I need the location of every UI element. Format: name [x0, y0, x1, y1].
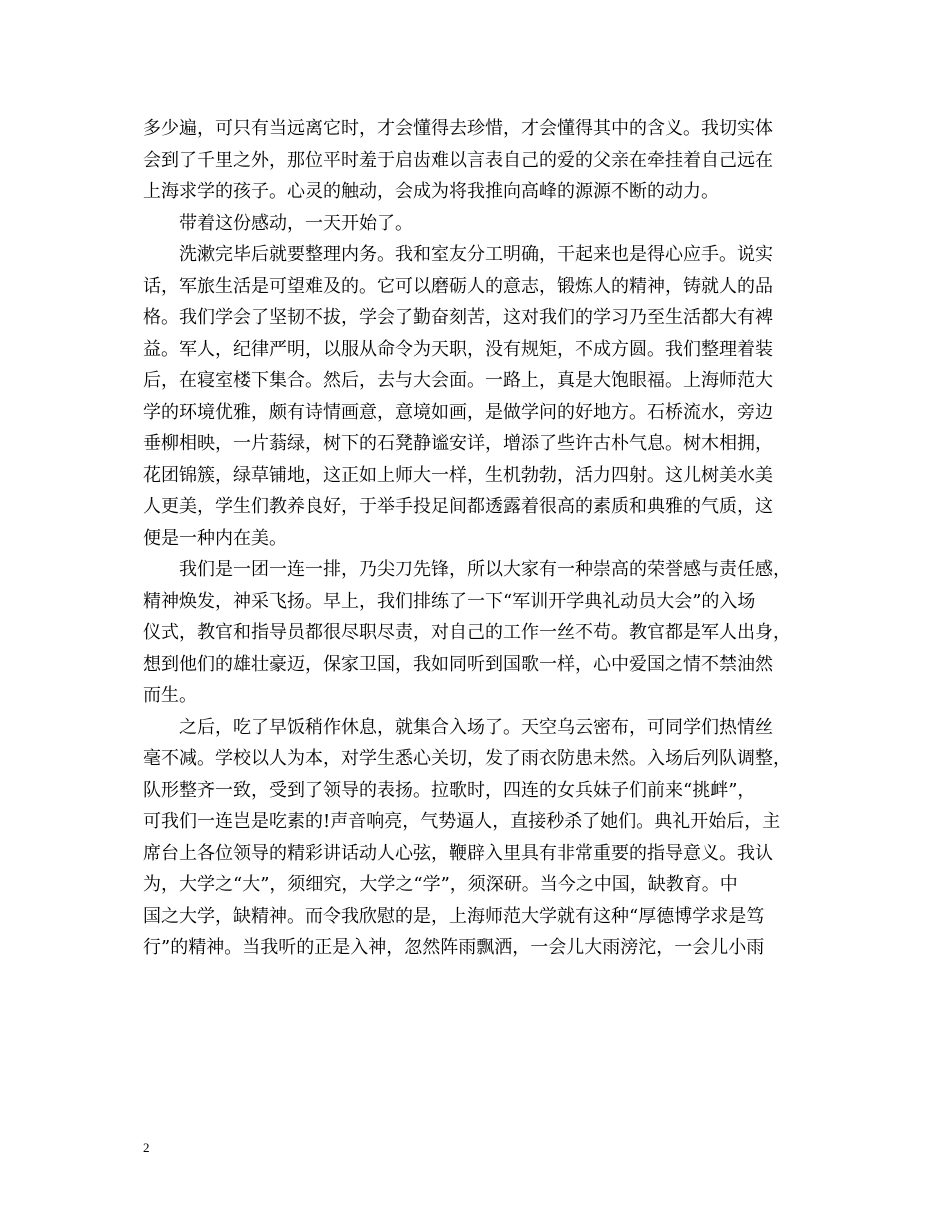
text-line: 便是一种内在美。 — [143, 527, 287, 549]
text-line: 仪式，教官和指导员都很尽职尽责，对自己的工作一丝不苟。教官都是军人出身， — [143, 622, 791, 643]
text-line: 后，在寝室楼下集合。然后，去与大会面。一路上，真是大饱眼福。上海师范大 — [143, 370, 773, 391]
text-line: 而生。 — [143, 685, 197, 706]
text-line: 会到了千里之外，那位平时羞于启齿难以言表自己的爱的父亲在牵挂着自己远在 — [143, 149, 773, 171]
body-text — [143, 113, 823, 964]
text-line: 行”的精神。当我听的正是入神，忽然阵雨飘洒，一会儿大雨滂沱，一会儿小雨 — [143, 937, 765, 958]
text-line: 想到他们的雄壮豪迈，保家卫国，我如同听到国歌一样，心中爱国之情不禁油然 — [143, 653, 773, 675]
text-line: 之后，吃了早饭稍作休息，就集合入场了。天空乌云密布，可同学们热情丝 — [179, 716, 773, 738]
text-line: 精神焕发，神采飞扬。早上，我们排练了一下“军训开学典礼动员大会”的入场 — [143, 590, 756, 612]
text-line: 队形整齐一致，受到了领导的表扬。拉歌时，四连的女兵妹子们前来“挑衅”， — [143, 779, 756, 801]
text-line: 我们是一团一连一排，乃尖刀先锋，所以大家有一种崇高的荣誉感与责任感， — [179, 559, 791, 580]
text-line: 带着这份感动，一天开始了。 — [179, 212, 413, 234]
text-line: 格。我们学会了坚韧不拔，学会了勤奋刻苦，这对我们的学习乃至生活都大有裨 — [143, 307, 773, 328]
text-line: 垂柳相映，一片蓊绿，树下的石凳静谧安详，增添了些许古朴气息。树木相拥， — [143, 433, 773, 454]
text-line: 多少遍，可只有当远离它时，才会懂得去珍惜，才会懂得其中的含义。我切实体 — [143, 118, 773, 139]
text-line: 益。军人，纪律严明，以服从命令为天职，没有规矩，不成方圆。我们整理着装 — [143, 338, 773, 360]
text-line: 人更美，学生们教养良好，于举手投足间都透露着很高的素质和典雅的气质，这 — [143, 496, 773, 517]
text-line: 国之大学，缺精神。而令我欣慰的是，上海师范大学就有这种“厚德博学求是笃 — [143, 905, 765, 927]
page-number: 2 — [143, 1140, 150, 1155]
text-line: 席台上各位领导的精彩讲话动人心弦，鞭辟入里具有非常重要的指导意义。我认 — [143, 842, 773, 864]
text-line: 洗漱完毕后就要整理内务。我和室友分工明确，干起来也是得心应手。说实 — [179, 244, 773, 265]
text-line: 可我们一连岂是吃素的!声音响亮，气势逼人，直接秒杀了她们。典礼开始后，主 — [143, 811, 781, 832]
text-line: 学的环境优雅，颇有诗情画意，意境如画，是做学问的好地方。石桥流水，旁边 — [143, 401, 773, 423]
text-line: 毫不减。学校以人为本，对学生悉心关切，发了雨衣防患未然。入场后列队调整， — [143, 748, 791, 769]
text-line: 花团锦簇，绿草铺地，这正如上师大一样，生机勃勃，活力四射。这儿树美水美 — [143, 464, 773, 486]
text-line: 上海求学的孩子。心灵的触动，会成为将我推向高峰的源源不断的动力。 — [143, 181, 719, 202]
text-line: 话，军旅生活是可望难及的。它可以磨砺人的意志，锻炼人的精神，铸就人的品 — [143, 275, 773, 297]
text-line: 为，大学之“大”，须细究，大学之“学”，须深研。当今之中国，缺教育。中 — [143, 874, 738, 895]
